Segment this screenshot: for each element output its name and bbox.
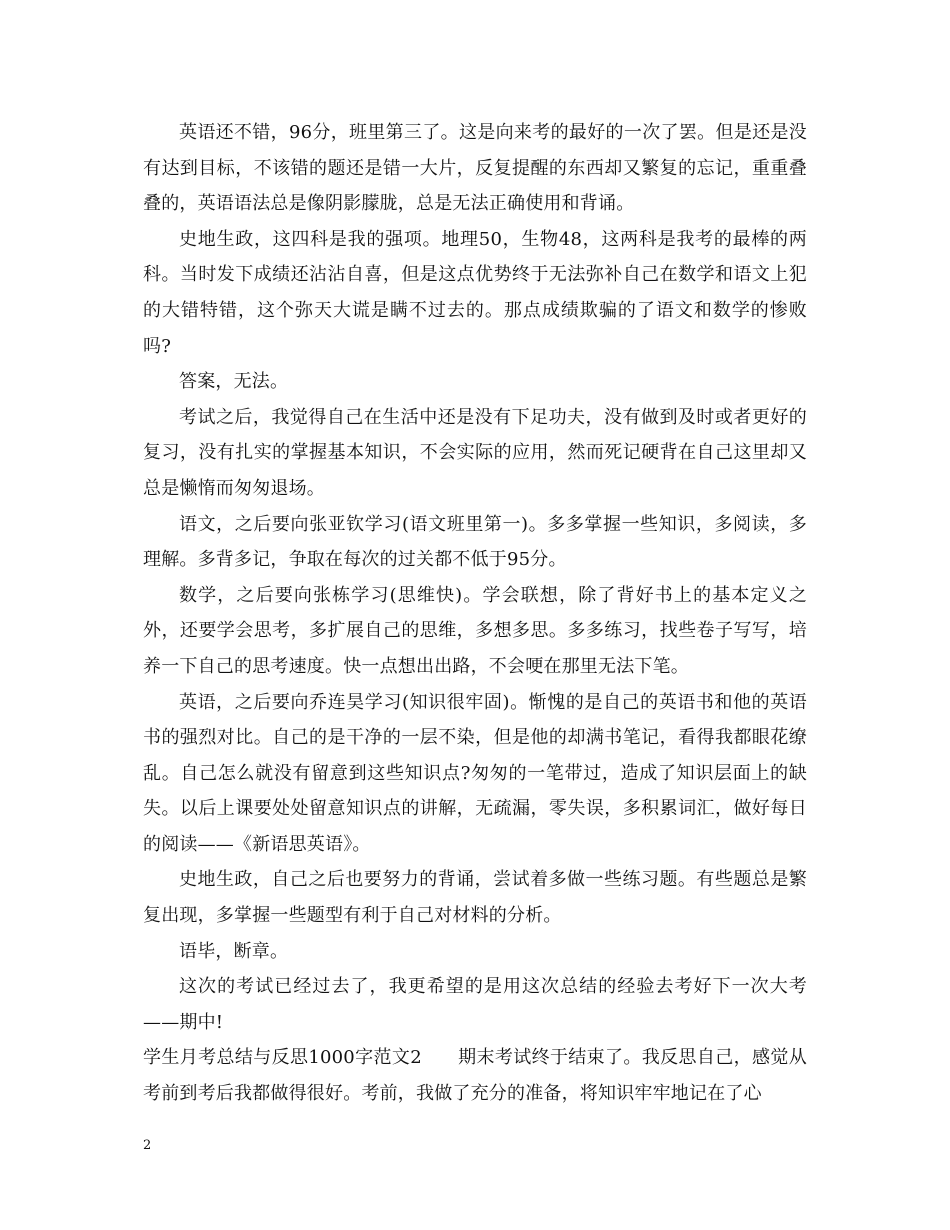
paragraph-humanities-result: 史地生政，这四科是我的强项。地理50，生物48，这两科是我考的最棒的两科。当时发下成绩还沾沾自喜，但是这点优势终于无法弥补自己在数学和语文上犯的大错特错，这个弥天大谎是瞒不过去的。那点成绩欺骗的了语文和数学的惨败吗? [143,228,807,357]
paragraph-humanities-plan: 史地生政，自己之后也要努力的背诵，尝试着多做一些练习题。有些题总是繁复出现，多掌握一些题型有利于自己对材料的分析。 [143,869,807,927]
document-body [143,115,807,1112]
next-section-paragraph [143,1040,807,1111]
next-section-text: 期末考试终于结束了。我反思自己，感觉从考前到考后我都做得很好。考前，我做了充分的准备，将知识牢牢地记在了心 [143,1047,807,1105]
page-number: 2 [143,1138,152,1153]
paragraph-english-plan: 英语，之后要向乔连昊学习(知识很牢固)。惭愧的是自己的英语书和他的英语书的强烈对比。自己的是干净的一层不染，但是他的却满书笔记，看得我都眼花缭乱。自己怎么就没有留意到这些知识点?匆匆的一笔带过，造成了知识层面上的缺失。以后上课要处处留意知识点的讲解，无疏漏，零失误，多积累词汇，做好每日的阅读——《新语思英语》。 [143,691,807,855]
paragraph-chinese-plan: 语文，之后要向张亚钦学习(语文班里第一)。多多掌握一些知识，多阅读，多理解。多背多记，争取在每次的过关都不低于95分。 [143,513,807,571]
paragraph-conclusion: 语毕，断章。 [179,940,289,962]
paragraph-reflection: 考试之后，我觉得自己在生活中还是没有下足功夫，没有做到及时或者更好的复习，没有扎实的掌握基本知识，不会实际的应用，然而死记硬背在自己这里却又总是懒惰而匆匆退场。 [143,406,807,499]
next-section-title: 学生月考总结与反思1000字范文2 [143,1047,422,1069]
paragraph-math-plan: 数学，之后要向张栋学习(思维快)。学会联想，除了背好书上的基本定义之外，还要学会思考，多扩展自己的思维，多想多思。多多练习，找些卷子写写，培养一下自己的思考速度。快一点想出出路，不会哽在那里无法下笔。 [143,584,807,677]
paragraph-english-result: 英语还不错，96分，班里第三了。这是向来考的最好的一次了罢。但是还是没有达到目标，不该错的题还是错一大片，反复提醒的东西却又繁复的忘记，重重叠叠的，英语语法总是像阴影朦胧，总是无法正确使用和背诵。 [143,122,807,215]
paragraph-answer: 答案，无法。 [179,371,289,393]
paragraph-next-exam: 这次的考试已经过去了，我更希望的是用这次总结的经验去考好下一次大考——期中! [143,976,807,1033]
